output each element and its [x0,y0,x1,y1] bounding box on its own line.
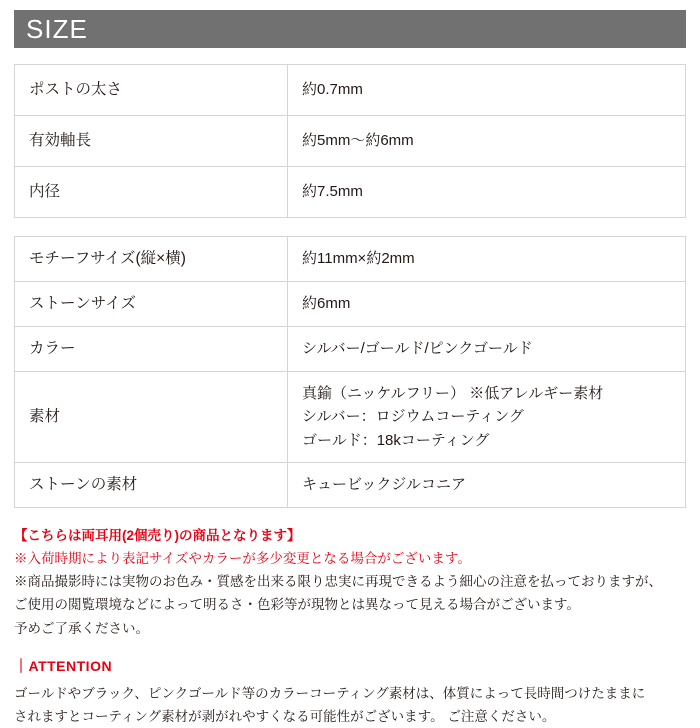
spec-value-line: シルバー/ゴールド/ピンクゴールド [302,340,533,358]
spec-value [288,282,686,327]
table-row [15,282,686,327]
table-row [15,237,686,282]
table-row [15,167,686,218]
notes-line-3: ご使用の閲覧環境などによって明るさ・色彩等が現物とは異なって見える場合がございます。 [14,597,580,613]
attention-line-2: されますとコーティング素材が剥がれやすくなる可能性がございます。 ご注意ください。 [14,709,556,725]
spec-value [288,372,686,463]
spec-value [288,237,686,282]
table-gap [14,218,686,236]
spec-value-line: 真鍮（ニッケルフリー） ※低アレルギー素材 [302,385,604,402]
notes-block [14,524,686,728]
spec-label: 内径 [15,167,288,218]
table-row [15,327,686,372]
size-spec-page [0,10,700,725]
spec-table-secondary [14,236,686,508]
spec-value: 約7.5mm [288,167,686,218]
spec-value-line: 約6mm [302,295,351,313]
table-row [15,65,686,116]
spec-value-line: 約11mm×約2mm [302,250,415,268]
spec-label: 有効軸長 [15,116,288,167]
spec-value [288,462,686,507]
spec-label: 素材 [15,372,288,463]
attention-title: ｜ATTENTION [14,657,113,674]
spec-table-primary [14,64,686,218]
attention-body [14,682,686,728]
notes-line-4: 予めご了承ください。 [14,620,149,636]
spacer-after-header [14,48,686,64]
notes-line-1: ※入荷時期により表記サイズやカラーが多少変更となる場合がございます。 [14,550,471,566]
section-header-bar [14,10,686,48]
table-row [15,116,686,167]
spec-value: 約5mm〜約6mm [288,116,686,167]
spec-label: ストーンサイズ [15,282,288,327]
table-row [15,372,686,463]
spec-value-line: キュービックジルコニア [302,476,467,494]
spec-label: カラー [15,327,288,372]
spec-label: モチーフサイズ(縦×横) [15,237,288,282]
spec-value [288,327,686,372]
notes-headline: 【こちらは両耳用(2個売り)の商品となります】 [14,527,301,543]
spec-value: 約0.7mm [288,65,686,116]
page-title: SIZE [26,14,88,44]
spec-value-line: ゴールド：18kコーティング [302,431,490,449]
table-row [15,462,686,507]
attention-line-1: ゴールドやブラック、ピンクゴールド等のカラーコーティング素材は、体質によって長時間つけたままに [14,685,646,701]
spec-label: ポストの太さ [15,65,288,116]
notes-line-2: ※商品撮影時には実物のお色み・質感を出来る限り忠実に再現できるよう細心の注意を払っておりますが、 [14,574,662,590]
spec-label: ストーンの素材 [15,462,288,507]
spec-value-line: シルバー：ロジウムコーティング [302,408,524,426]
